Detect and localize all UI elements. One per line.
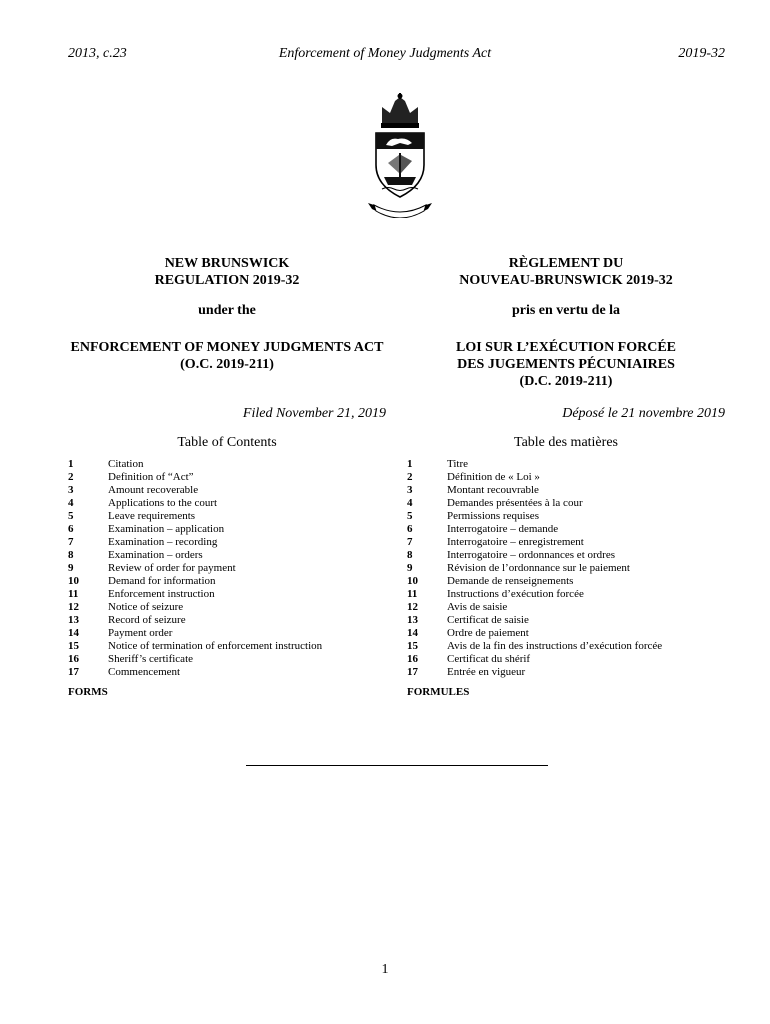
french-toc-entry — [407, 510, 662, 523]
toc-entry-number: 12 — [68, 601, 79, 613]
toc-entry-number: 9 — [407, 562, 413, 574]
toc-entry-label: Record of seizure — [108, 614, 186, 626]
french-toc-entry — [407, 458, 662, 471]
english-under: under the — [198, 303, 256, 318]
toc-entry-label: Leave requirements — [108, 510, 196, 522]
english-toc-entry — [68, 458, 322, 471]
english-toc-title: Table of Contents — [177, 435, 277, 450]
french-toc-entry — [407, 627, 662, 640]
french-filed-date: Déposé le 21 novembre 2019 — [562, 406, 725, 421]
english-toc-entry — [68, 666, 322, 679]
french-toc-entry — [407, 653, 662, 666]
toc-entry-label: Entrée en vigueur — [447, 666, 526, 678]
french-toc-entry — [407, 536, 662, 549]
toc-entry-label: Examination – application — [108, 523, 225, 535]
french-act-line-3: (D.C. 2019-211) — [519, 374, 613, 389]
toc-entry-number: 12 — [407, 601, 418, 613]
toc-entry-number: 15 — [407, 640, 418, 652]
french-title-line-1: RÈGLEMENT DU — [508, 256, 624, 271]
toc-entry-number: 5 — [68, 510, 74, 522]
french-act-line-1: LOI SUR L’EXÉCUTION FORCÉE — [455, 340, 677, 355]
toc-entry-label: Définition de « Loi » — [447, 471, 540, 483]
toc-entry-number: 1 — [68, 458, 74, 470]
toc-entry-label: Payment order — [108, 627, 173, 639]
toc-entry-label: Enforcement instruction — [108, 588, 215, 600]
french-title-line-2: NOUVEAU-BRUNSWICK 2019-32 — [459, 273, 673, 288]
toc-entry-label: Interrogatoire – demande — [447, 523, 559, 535]
page-number: 1 — [381, 962, 389, 977]
toc-entry-label: Examination – orders — [108, 549, 203, 561]
french-toc-entry — [407, 588, 662, 601]
english-toc-entry — [68, 510, 322, 523]
separator-rule — [246, 765, 548, 766]
toc-entry-label: Sheriff’s certificate — [108, 653, 194, 665]
toc-entry-number: 2 — [68, 471, 74, 483]
english-filed-date: Filed November 21, 2019 — [242, 406, 386, 421]
header-act-chapter: 2013, c.23 — [68, 46, 127, 61]
toc-entry-label: Definition of “Act” — [108, 471, 194, 483]
toc-entry-label: Demande de renseignements — [447, 575, 574, 587]
french-act-line-2: DES JUGEMENTS PÉCUNIAIRES — [457, 357, 675, 372]
english-toc-entry — [68, 562, 322, 575]
toc-entry-label: Demandes présentées à la cour — [447, 497, 583, 509]
coat-of-arms-icon — [368, 93, 432, 218]
french-toc-entry — [407, 666, 662, 679]
english-toc-entry — [68, 497, 322, 510]
toc-entry-number: 8 — [407, 549, 413, 561]
toc-entry-number: 2 — [407, 471, 413, 483]
toc-entry-label: Notice of seizure — [108, 601, 184, 613]
english-toc-entry — [68, 523, 322, 536]
toc-entry-label: Examination – recording — [108, 536, 218, 548]
crown-icon — [381, 93, 419, 128]
toc-entry-number: 8 — [68, 549, 74, 561]
english-title-line-2: REGULATION 2019-32 — [154, 273, 300, 288]
english-title-line-1: NEW BRUNSWICK — [164, 256, 290, 271]
english-act-line-2: (O.C. 2019-211) — [180, 357, 274, 372]
toc-entry-number: 5 — [407, 510, 413, 522]
french-toc-entry — [407, 640, 662, 653]
english-forms-heading: FORMS — [68, 686, 108, 698]
french-toc-entry — [407, 549, 662, 562]
french-toc-title: Table des matières — [514, 435, 618, 450]
english-toc-entry — [68, 601, 322, 614]
toc-entry-number: 1 — [407, 458, 413, 470]
english-toc-entry — [68, 549, 322, 562]
french-toc-entry — [407, 575, 662, 588]
toc-entry-number: 14 — [68, 627, 79, 639]
toc-entry-number: 3 — [407, 484, 413, 496]
toc-entry-label: Amount recoverable — [108, 484, 199, 496]
toc-entry-number: 4 — [407, 497, 413, 509]
toc-entry-number: 16 — [407, 653, 418, 665]
english-toc-entry — [68, 640, 322, 653]
toc-entry-number: 10 — [407, 575, 418, 587]
toc-entry-label: Interrogatoire – enregistrement — [447, 536, 584, 548]
toc-entry-number: 11 — [407, 588, 418, 600]
toc-entry-label: Montant recouvrable — [447, 484, 539, 496]
toc-entry-number: 16 — [68, 653, 79, 665]
toc-entry-label: Applications to the court — [108, 497, 218, 509]
french-toc-entry — [407, 484, 662, 497]
toc-entry-number: 10 — [68, 575, 79, 587]
french-toc-entry — [407, 523, 662, 536]
toc-entry-label: Commencement — [108, 666, 181, 678]
header-regulation-number: 2019-32 — [678, 46, 725, 61]
french-forms-heading: FORMULES — [407, 686, 470, 698]
french-under: pris en vertu de la — [511, 303, 621, 318]
toc-entry-number: 9 — [68, 562, 74, 574]
english-toc-entry — [68, 471, 322, 484]
english-toc-entry — [68, 614, 322, 627]
french-toc-entry — [407, 497, 662, 510]
toc-entry-label: Certificat de saisie — [447, 614, 529, 626]
english-toc-entry — [68, 627, 322, 640]
french-toc-entry — [407, 614, 662, 627]
toc-entry-label: Citation — [108, 458, 144, 470]
english-toc-entry — [68, 588, 322, 601]
english-toc-entry — [68, 536, 322, 549]
toc-entry-number: 11 — [68, 588, 79, 600]
toc-entry-label: Titre — [447, 458, 468, 470]
toc-entry-number: 17 — [407, 666, 418, 678]
header-act-title: Enforcement of Money Judgments Act — [278, 46, 492, 61]
toc-entry-number: 3 — [68, 484, 74, 496]
french-toc-entry — [407, 471, 662, 484]
toc-entry-number: 17 — [68, 666, 79, 678]
toc-entry-label: Instructions d’exécution forcée — [447, 588, 584, 600]
toc-entry-label: Interrogatoire – ordonnances et ordres — [447, 549, 615, 561]
toc-entry-number: 4 — [68, 497, 74, 509]
english-toc-entry — [68, 653, 322, 666]
english-toc-entry — [68, 484, 322, 497]
toc-entry-label: Review of order for payment — [108, 562, 236, 574]
english-act-line-1: ENFORCEMENT OF MONEY JUDGMENTS ACT — [70, 340, 384, 355]
toc-entry-label: Permissions requises — [447, 510, 539, 522]
toc-entry-label: Demand for information — [108, 575, 216, 587]
toc-entry-label: Avis de saisie — [447, 601, 508, 613]
french-table-of-contents — [407, 458, 662, 679]
english-toc-entry — [68, 575, 322, 588]
french-toc-entry — [407, 562, 662, 575]
toc-entry-label: Révision de l’ordonnance sur le paiement — [447, 562, 630, 574]
toc-entry-label: Certificat du shérif — [447, 653, 531, 665]
french-toc-entry — [407, 601, 662, 614]
toc-entry-number: 7 — [68, 536, 74, 548]
toc-entry-number: 13 — [407, 614, 418, 626]
toc-entry-label: Avis de la fin des instructions d’exécution forcée — [447, 640, 663, 652]
toc-entry-number: 6 — [68, 523, 74, 535]
toc-entry-number: 7 — [407, 536, 413, 548]
toc-entry-label: Notice of termination of enforcement instruction — [108, 640, 323, 652]
toc-entry-number: 6 — [407, 523, 413, 535]
toc-entry-number: 14 — [407, 627, 418, 639]
toc-entry-number: 15 — [68, 640, 79, 652]
toc-entry-label: Ordre de paiement — [447, 627, 529, 639]
english-table-of-contents — [68, 458, 322, 679]
toc-entry-number: 13 — [68, 614, 79, 626]
